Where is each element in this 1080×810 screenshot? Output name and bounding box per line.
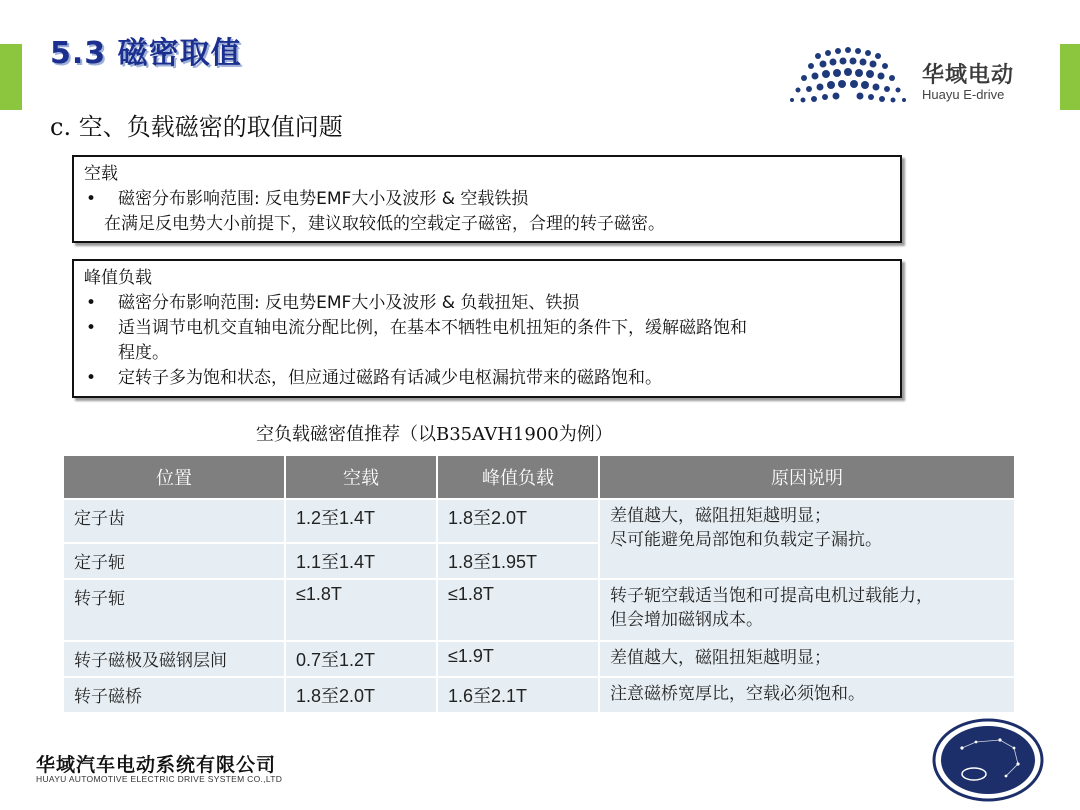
- peak-load-bullet-item: [84, 366, 900, 391]
- reason-line: 尽可能避免局部饱和负载定子漏抗。: [610, 530, 882, 550]
- bullet-icon: •: [86, 368, 97, 388]
- no-load-cell: 1.8至2.0T: [285, 677, 437, 713]
- watermark-stamp: [932, 718, 1044, 802]
- table-row: [64, 677, 1015, 713]
- peak-load-box: [72, 259, 902, 398]
- position-cell: 定子齿: [64, 499, 285, 543]
- peak-load-item-continuation: 程度。: [118, 343, 169, 363]
- no-load-line2: 在满足反电势大小前提下，建议取较低的空载定子磁密，合理的转子磁密。: [104, 214, 665, 234]
- table-row: [64, 499, 1015, 543]
- reason-cell: [599, 579, 1015, 641]
- peak-load-cell: 1.8至1.95T: [437, 543, 599, 579]
- footer-company-chinese: 华域汽车电动系统有限公司: [36, 754, 277, 776]
- table-caption: 空负载磁密值推荐（以B35AVH1900为例）: [256, 424, 613, 445]
- position-cell: 转子磁桥: [64, 677, 285, 713]
- stamp-emblem-icon: [932, 718, 1044, 802]
- column-header: 空载: [285, 456, 437, 499]
- position-cell: 定子轭: [64, 543, 285, 579]
- peak-load-item-text: 磁密分布影响范围: 反电势EMF大小及波形 & 负载扭矩、铁损: [118, 293, 580, 313]
- column-header: 位置: [64, 456, 285, 499]
- peak-load-bullet-item: [84, 291, 900, 316]
- reason-cell: [599, 499, 1015, 579]
- bullet-icon: •: [86, 293, 97, 313]
- peak-load-bullet-item: [84, 316, 900, 341]
- no-load-bullet-item: [84, 187, 900, 212]
- logo-chinese-name: 华域电动: [922, 63, 1015, 88]
- peak-load-cell: ≤1.9T: [437, 641, 599, 677]
- column-header: 峰值负载: [437, 456, 599, 499]
- peak-load-cell: 1.8至2.0T: [437, 499, 599, 543]
- footer-company-english: HUAYU AUTOMOTIVE ELECTRIC DRIVE SYSTEM CO.,LTD: [36, 774, 283, 784]
- peak-load-cell: ≤1.8T: [437, 579, 599, 641]
- peak-load-cell: 1.6至2.1T: [437, 677, 599, 713]
- table-header-row: [64, 456, 1015, 499]
- peak-load-item-text: 定转子多为饱和状态，但应通过磁路有话减少电枢漏抗带来的磁路饱和。: [118, 368, 662, 388]
- reason-line: 但会增加磁钢成本。: [610, 610, 763, 630]
- reason-line: 转子轭空载适当饱和可提高电机过载能力，: [610, 586, 933, 606]
- right-accent-bar: [1060, 44, 1080, 110]
- column-header: 原因说明: [599, 456, 1015, 499]
- reason-cell: 差值越大，磁阻扭矩越明显；: [599, 641, 1015, 677]
- logo-english-name: Huayu E-drive: [922, 87, 1005, 102]
- company-logo: [778, 42, 1028, 108]
- position-cell: 转子磁极及磁钢层间: [64, 641, 285, 677]
- no-load-cell: 1.1至1.4T: [285, 543, 437, 579]
- table-row: [64, 641, 1015, 677]
- bullet-icon: •: [86, 318, 97, 338]
- no-load-box: [72, 155, 902, 243]
- no-load-heading: 空载: [84, 164, 118, 184]
- dot-dome-logo-icon: [778, 42, 918, 108]
- reason-cell: 注意磁桥宽厚比，空载必须饱和。: [599, 677, 1015, 713]
- position-cell: 转子轭: [64, 579, 285, 641]
- bullet-icon: •: [86, 189, 97, 209]
- reason-line: 差值越大，磁阻扭矩越明显；: [610, 506, 831, 526]
- slide-title: 5.3 磁密取值: [50, 36, 242, 71]
- peak-load-heading: 峰值负载: [84, 268, 152, 288]
- left-accent-bar: [0, 44, 22, 110]
- section-subheading: c. 空、负载磁密的取值问题: [50, 113, 343, 141]
- no-load-cell: 1.2至1.4T: [285, 499, 437, 543]
- no-load-cell: ≤1.8T: [285, 579, 437, 641]
- peak-load-item-text: 适当调节电机交直轴电流分配比例，在基本不牺牲电机扭矩的条件下，缓解磁路饱和: [118, 318, 747, 338]
- flux-density-table: [64, 456, 1016, 714]
- table-row: [64, 579, 1015, 641]
- no-load-line1: 磁密分布影响范围: 反电势EMF大小及波形 & 空载铁损: [118, 189, 529, 209]
- no-load-cell: 0.7至1.2T: [285, 641, 437, 677]
